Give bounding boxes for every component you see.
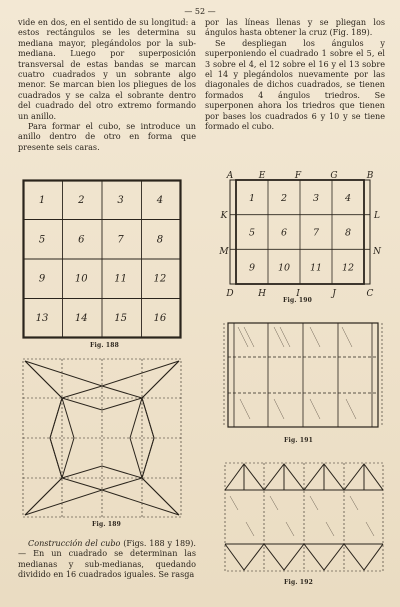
grid-cell-number: 2	[280, 193, 288, 204]
corner-letter: J	[332, 289, 336, 299]
figure-191-bands	[222, 317, 384, 435]
grid-cell-number: 11	[309, 262, 323, 274]
figure-190-caption: Fig. 190	[283, 297, 313, 304]
grid-cell-number: 1	[248, 193, 256, 204]
grid-cell-number: 5	[38, 234, 46, 246]
paragraph: Se despliegan los ángulos y superponiendo el cuadrado 1 sobre el 5, el 3 sobre el 4, el 12 sobre el 16 y el 13 sobre el 14 y plegándolos nuevamente por las diagonales de dichos cuadrados, se tienen formados 4 ángulos triedros. Se superponen ahora los triedros que tienen por bases los cuadrados 6 y 10 y se tiene formado el cubo.	[205, 37, 385, 132]
grid-cell-number: 2	[78, 195, 85, 206]
page-number: — 52 —	[184, 7, 216, 16]
left-column-text	[18, 17, 196, 152]
paragraph: por las líneas llenas y se pliegan los ángulos hasta obtener la cruz (Fig. 189).	[205, 17, 385, 38]
figure-192-caption: Fig. 192	[284, 579, 314, 586]
grid-cell-number: 13	[35, 312, 49, 324]
grid-cell-number: 7	[117, 234, 124, 246]
figure-189-caption: Fig. 189	[92, 521, 122, 528]
grid-cell-number: 4	[344, 193, 352, 204]
figure-191-caption: Fig. 191	[284, 437, 314, 444]
paragraph: — En un cuadrado se determinan las medianas y sub-medianas, quedando dividido en 16 cuadrados iguales. Se rasga	[18, 548, 196, 580]
corner-letter: I	[296, 289, 300, 299]
grid-cell-number: 1	[38, 195, 46, 206]
grid-cell-number: 7	[312, 227, 320, 239]
grid-cell-number: 8	[156, 234, 164, 246]
figure-189-cross	[22, 358, 182, 518]
side-letter: L	[374, 211, 380, 221]
grid-cell-number: 10	[74, 273, 88, 285]
grid-cell-number: 16	[153, 312, 167, 324]
grid-cell-number: 11	[114, 273, 127, 285]
corner-letter: E	[258, 171, 266, 181]
grid-cell-number: 12	[341, 262, 355, 274]
figure-188-caption: Fig. 188	[90, 342, 120, 349]
side-letter: K	[220, 211, 228, 221]
grid-cell-number: 10	[277, 262, 291, 274]
grid-cell-number: 3	[312, 193, 320, 204]
grid-cell-number: 9	[248, 262, 256, 274]
corner-letter: B	[366, 171, 374, 181]
grid-cell-number: 9	[38, 273, 46, 285]
side-letter: M	[219, 247, 229, 257]
corner-letter: D	[226, 289, 234, 299]
right-column-text	[205, 17, 385, 131]
grid-cell-number: 4	[156, 195, 164, 206]
corner-letter: F	[294, 171, 302, 181]
grid-cell-number: 12	[153, 273, 167, 285]
grid-cell-number: 6	[280, 227, 288, 239]
figure-reference: (Figs. 188 y 189).	[123, 538, 196, 548]
figure-188-grid	[22, 179, 182, 339]
figure-190-grid	[218, 170, 383, 300]
corner-letter: A	[226, 171, 234, 181]
grid-cell-number: 8	[344, 227, 352, 239]
corner-letter: H	[258, 289, 266, 299]
grid-cell-number: 6	[78, 234, 85, 246]
paragraph: vide en dos, en el sentido de su longitud: a estos rectángulos se les determina su mediana mayor, plegándolos por la sub-mediana. Luego por superposición transversal de estas bandas se marcan cuatro cuadrados y un sobrante algo menor. Se marcan bien los pliegues de los cuadrados y se calza el sobrante dentro del cuadrado del otro extremo formando un anillo.	[18, 17, 196, 121]
grid-cell-number: 3	[117, 195, 124, 206]
paragraph: Para formar el cubo, se introduce un anillo dentro de otro en forma que presente seis caras.	[18, 121, 196, 152]
grid-cell-number: 15	[114, 312, 127, 324]
section-title: Construcción del cubo	[28, 538, 121, 548]
side-letter: N	[373, 247, 381, 257]
corner-letter: C	[366, 289, 374, 299]
figure-192-zigzag	[224, 462, 384, 572]
grid-cell-number: 5	[248, 227, 256, 239]
corner-letter: G	[330, 171, 338, 181]
grid-cell-number: 14	[74, 312, 88, 324]
left-bottom-text	[18, 538, 196, 580]
